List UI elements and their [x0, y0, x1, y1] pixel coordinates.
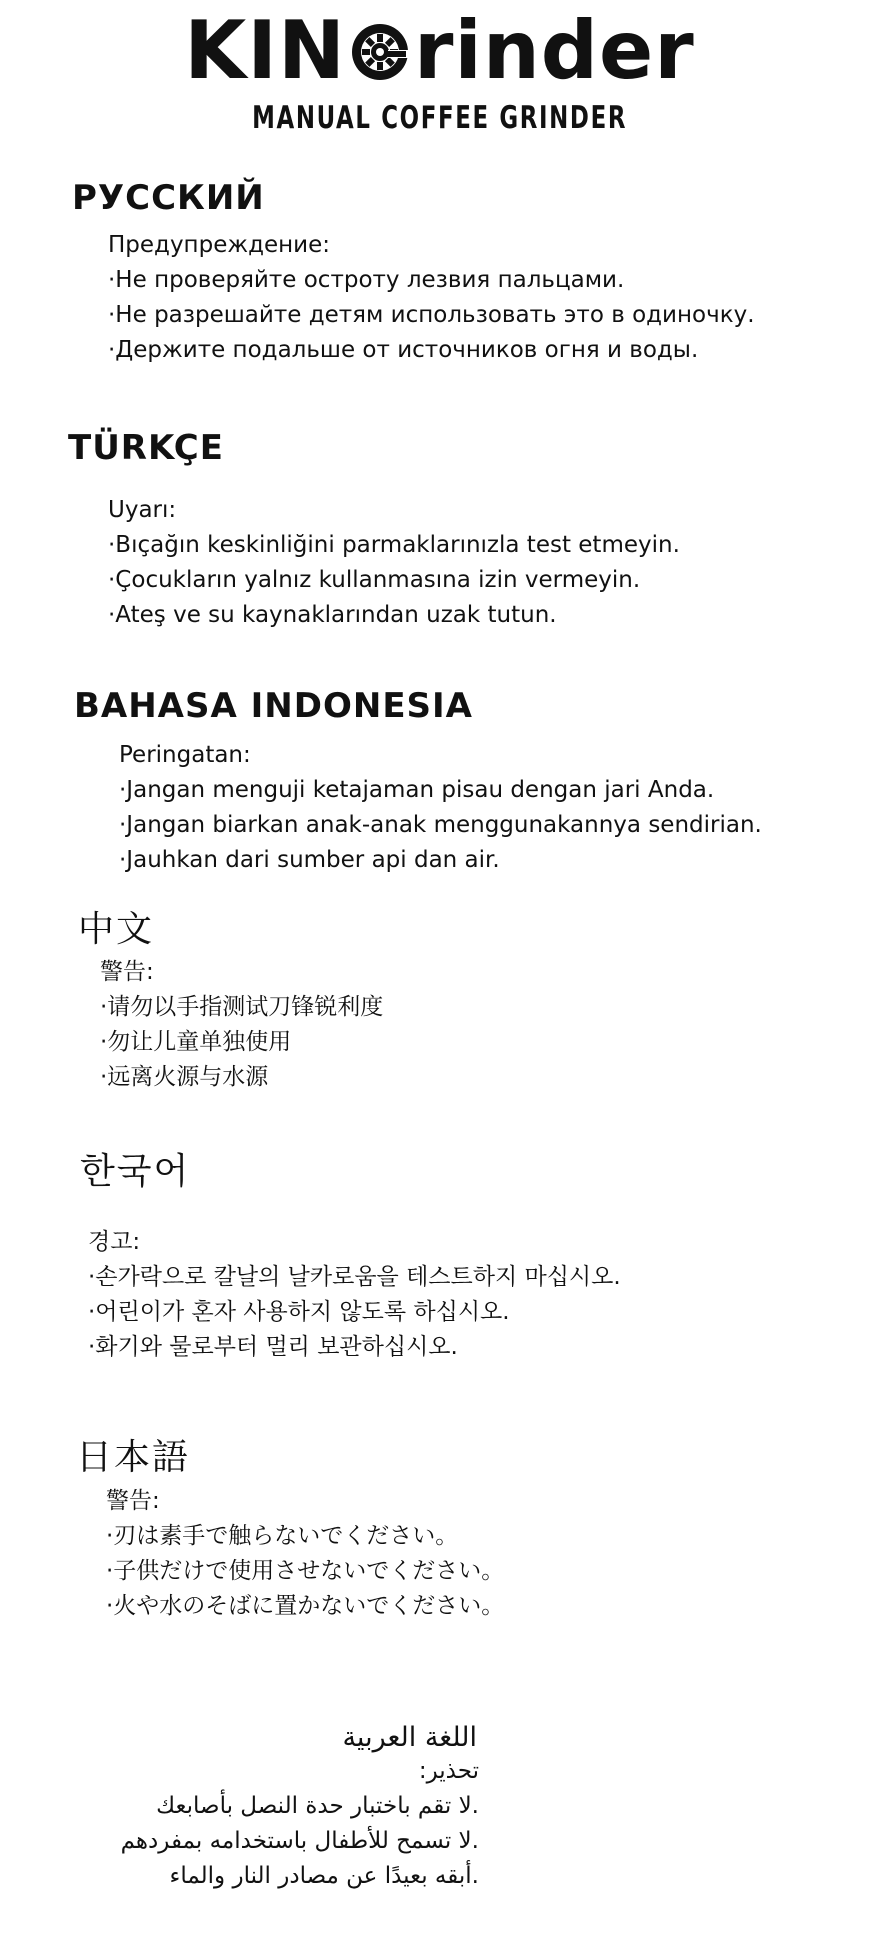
section-text-arabic: [121, 1754, 479, 1894]
warning-line: ·远离火源与水源: [100, 1064, 269, 1090]
warning-line: .لا تقم باختبار حدة النصل بأصابعك: [156, 1793, 479, 1819]
warning-line: ·Bıçağın keskinliğini parmaklarınızla test etmeyin.: [108, 532, 680, 558]
section-text-indonesian: [119, 738, 762, 878]
brand-logo: [0, 6, 879, 96]
section-heading-korean: 한국어: [80, 1151, 191, 1192]
warning-line: ·Ateş ve su kaynaklarından uzak tutun.: [108, 602, 557, 628]
warning-line: ·Jangan biarkan anak-anak menggunakannya sendirian.: [119, 812, 762, 838]
warning-line: ·Не проверяйте остроту лезвия пальцами.: [108, 267, 625, 293]
brand-logo-right: rinder: [413, 4, 695, 97]
section-text-korean: [88, 1225, 621, 1365]
section-text-russian: [108, 228, 755, 368]
warning-label: Peringatan:: [119, 742, 251, 768]
section-heading-russian: РУССКИЙ: [72, 178, 265, 218]
product-subtitle: MANUAL COFFEE GRINDER: [252, 100, 628, 136]
warning-line: .أبقه بعيدًا عن مصادر النار والماء: [169, 1863, 479, 1889]
warning-line: ·Не разрешайте детям использовать это в одиночку.: [108, 302, 755, 328]
brand-logo-left: KIN: [184, 4, 346, 97]
warning-line: ·刃は素手で触らないでください。: [106, 1523, 459, 1549]
warning-label: 경고:: [88, 1229, 141, 1255]
warning-label: تحذير:: [418, 1758, 479, 1784]
section-text-japanese: [106, 1484, 504, 1624]
warning-line: ·Jangan menguji ketajaman pisau dengan jari Anda.: [119, 777, 715, 803]
warning-line: ·Держите подальше от источников огня и воды.: [108, 337, 699, 363]
warning-line: ·请勿以手指测试刀锋锐利度: [100, 994, 384, 1020]
section-text-turkish: [108, 493, 680, 633]
section-heading-japanese: 日本語: [76, 1437, 191, 1478]
section-heading-arabic: اللغة العربية: [342, 1722, 477, 1753]
section-heading-turkish: TÜRKÇE: [68, 428, 224, 468]
warning-label: Uyarı:: [108, 497, 177, 523]
warning-line: ·어린이가 혼자 사용하지 않도록 하십시오.: [88, 1299, 510, 1325]
warning-line: ·Çocukların yalnız kullanmasına izin vermeyin.: [108, 567, 641, 593]
warning-line: ·子供だけで使用させないでください。: [106, 1558, 505, 1584]
warning-line: ·勿让儿童单独使用: [100, 1029, 292, 1055]
warning-line: ·화기와 물로부터 멀리 보관하십시오.: [88, 1334, 458, 1360]
warning-line: ·손가락으로 칼날의 날카로움을 테스트하지 마십시오.: [88, 1264, 621, 1290]
warning-line: ·Jauhkan dari sumber api dan air.: [119, 847, 500, 873]
section-heading-chinese: 中文: [78, 909, 155, 950]
grinder-gear-icon: [348, 20, 412, 84]
section-text-chinese: [100, 955, 383, 1095]
warning-line: .لا تسمح للأطفال باستخدامه بمفردهم: [120, 1828, 479, 1854]
section-heading-indonesian: BAHASA INDONESIA: [74, 686, 473, 726]
warning-line: ·火や水のそばに置かないでください。: [106, 1593, 505, 1619]
warning-label: 警告:: [100, 959, 154, 985]
warning-label: 警告:: [106, 1488, 160, 1514]
warning-label: Предупреждение:: [108, 232, 331, 258]
